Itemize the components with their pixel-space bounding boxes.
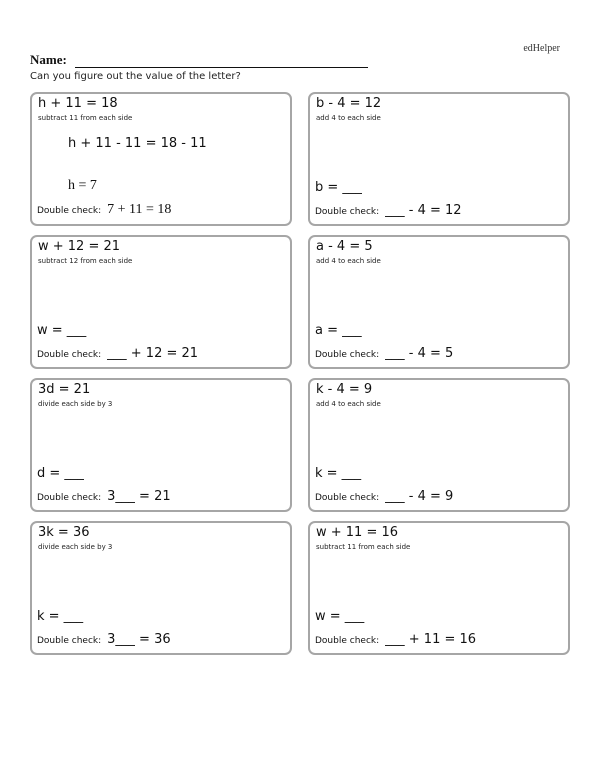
double-check-label: Double check: <box>37 206 102 216</box>
double-check <box>315 346 453 361</box>
problem-hint: add 4 to each side <box>316 114 381 122</box>
double-check-label: Double check: <box>37 493 102 503</box>
problem-equation: b - 4 = 12 <box>316 96 382 111</box>
answer-blank[interactable]: a = ___ <box>315 323 362 338</box>
double-check-label: Double check: <box>315 350 380 360</box>
double-check-expression[interactable]: ___ + 12 = 21 <box>107 346 199 361</box>
worked-answer <box>68 178 97 194</box>
problem-hint: add 4 to each side <box>316 400 381 408</box>
double-check <box>37 489 171 504</box>
double-check-label: Double check: <box>37 636 102 646</box>
problem-card <box>308 235 570 369</box>
problem-hint: add 4 to each side <box>316 257 381 265</box>
problem-hint: subtract 12 from each side <box>38 257 133 265</box>
answer-blank[interactable]: b = ___ <box>315 180 362 195</box>
problem-hint: divide each side by 3 <box>38 400 113 408</box>
worked-step: h + 11 - 11 = 18 - 11 <box>68 136 207 151</box>
name-blank-line[interactable] <box>75 56 368 68</box>
problem-equation: h + 11 = 18 <box>38 96 118 111</box>
double-check-label: Double check: <box>315 493 380 503</box>
answer-blank[interactable]: k = ___ <box>315 466 362 481</box>
answer-blank[interactable]: w = ___ <box>37 323 87 338</box>
double-check <box>315 632 476 647</box>
double-check-expression[interactable]: 3___ = 36 <box>107 632 171 647</box>
double-check-expression[interactable]: ___ - 4 = 9 <box>385 489 454 504</box>
problem-card <box>308 92 570 226</box>
brand-label: edHelper <box>523 43 560 54</box>
problem-equation: k - 4 = 9 <box>316 382 373 397</box>
double-check-expression[interactable]: ___ + 11 = 16 <box>385 632 477 647</box>
answer-blank[interactable]: d = ___ <box>37 466 84 481</box>
worked-answer-text: h = 7 <box>68 178 97 193</box>
problem-card <box>30 521 292 655</box>
double-check-expression: 7 + 11 = 18 <box>107 202 172 217</box>
answer-blank[interactable]: k = ___ <box>37 609 84 624</box>
double-check <box>315 203 462 218</box>
double-check-expression[interactable]: 3___ = 21 <box>107 489 171 504</box>
problem-equation: w + 12 = 21 <box>38 239 121 254</box>
problem-card <box>308 521 570 655</box>
double-check-expression[interactable]: ___ - 4 = 5 <box>385 346 454 361</box>
answer-blank[interactable]: w = ___ <box>315 609 365 624</box>
problem-hint: divide each side by 3 <box>38 543 113 551</box>
problem-card <box>308 378 570 512</box>
problem-equation: w + 11 = 16 <box>316 525 399 540</box>
double-check-label: Double check: <box>315 636 380 646</box>
double-check-label: Double check: <box>37 350 102 360</box>
name-field[interactable] <box>30 52 368 68</box>
problem-hint: subtract 11 from each side <box>316 543 411 551</box>
problem-equation: a - 4 = 5 <box>316 239 373 254</box>
problem-equation: 3k = 36 <box>38 525 90 540</box>
problem-card <box>30 235 292 369</box>
problem-card <box>30 92 292 226</box>
instructions: Can you figure out the value of the letter? <box>30 71 241 82</box>
problem-hint: subtract 11 from each side <box>38 114 133 122</box>
double-check-expression[interactable]: ___ - 4 = 12 <box>385 203 462 218</box>
problem-grid <box>30 92 570 655</box>
double-check-label: Double check: <box>315 207 380 217</box>
double-check <box>315 489 453 504</box>
double-check <box>37 632 171 647</box>
problem-card <box>30 378 292 512</box>
double-check <box>37 202 171 218</box>
name-label: Name: <box>30 52 67 67</box>
problem-equation: 3d = 21 <box>38 382 91 397</box>
double-check <box>37 346 198 361</box>
